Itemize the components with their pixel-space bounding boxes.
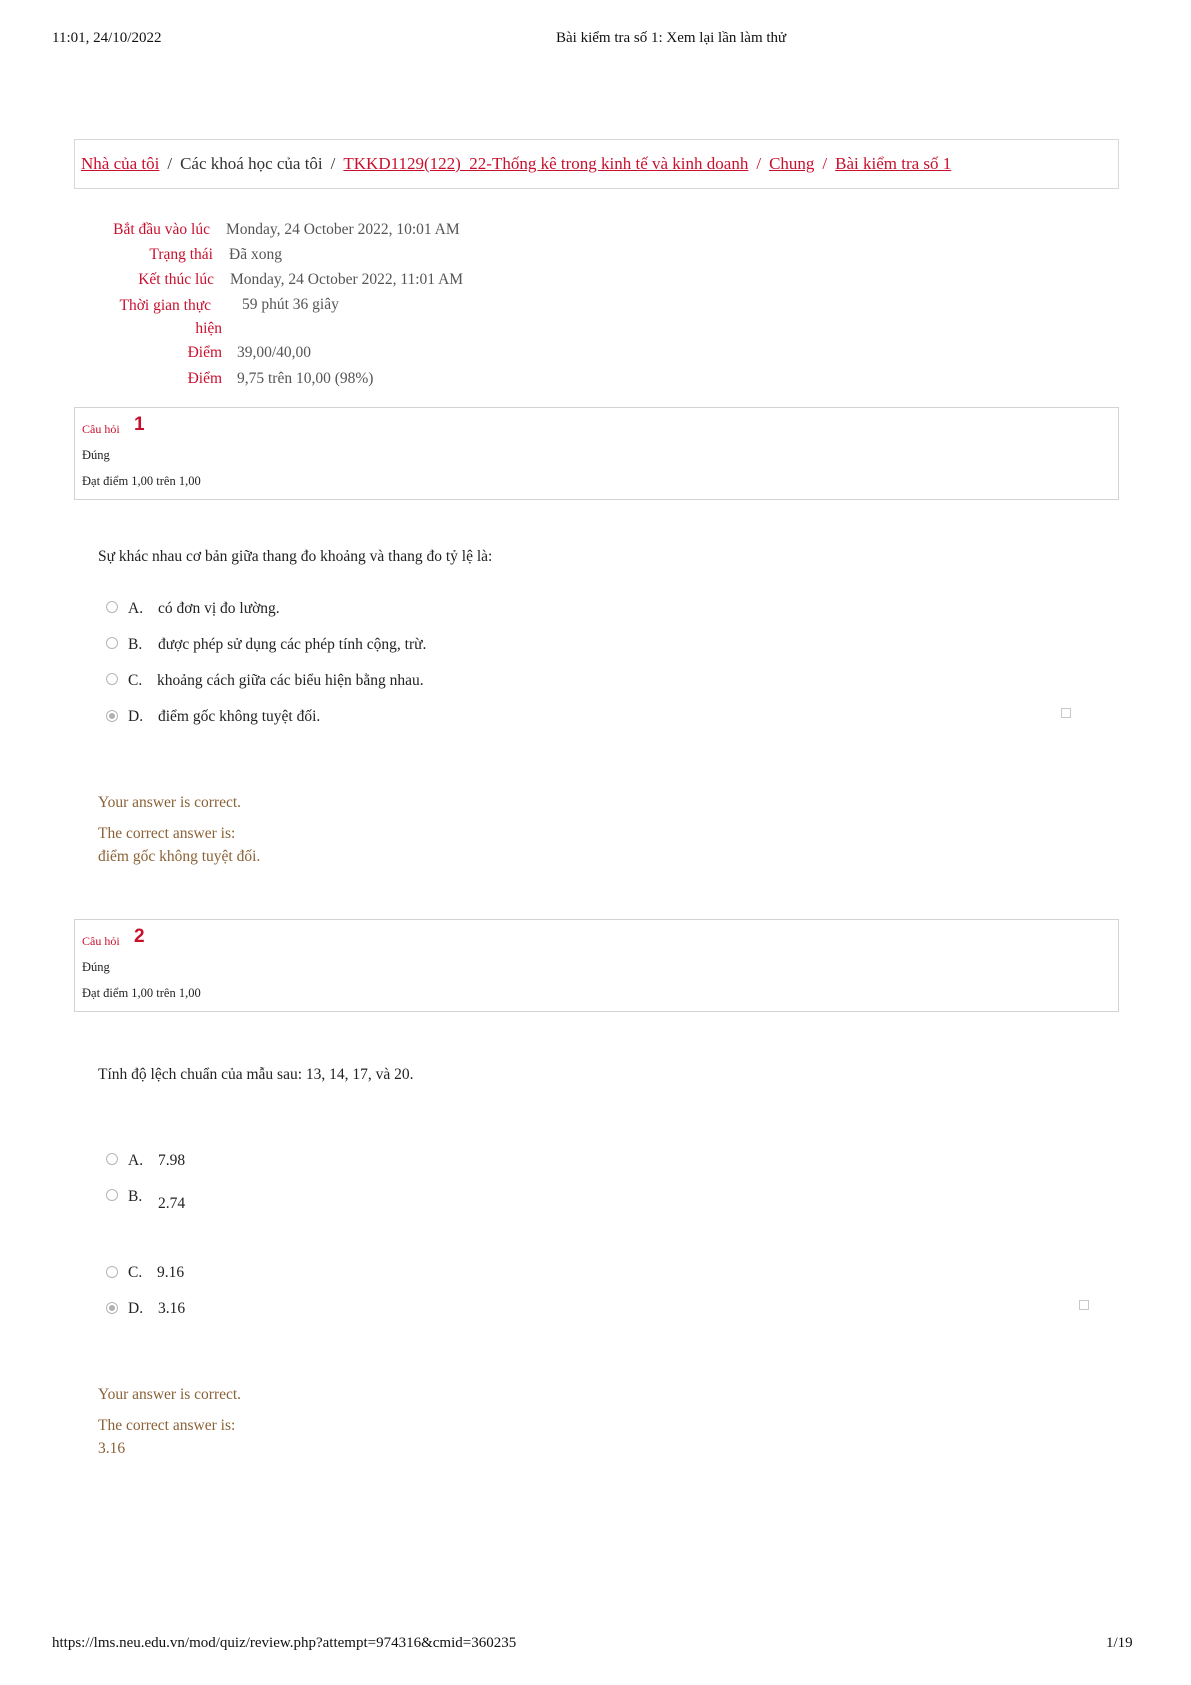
completed-value: Monday, 24 October 2022, 11:01 AM: [230, 271, 464, 288]
option-letter: B.: [128, 636, 143, 653]
option-letter: A.: [128, 1152, 144, 1169]
option-text[interactable]: 2.74: [158, 1195, 186, 1212]
marks-value: 39,00/40,00: [237, 344, 312, 361]
option-text[interactable]: 7.98: [158, 1152, 186, 1169]
option-text[interactable]: điểm gốc không tuyệt đối.: [158, 708, 321, 725]
option-letter: A.: [128, 600, 144, 617]
option-letter: D.: [128, 1300, 144, 1317]
option-radio[interactable]: [106, 1189, 118, 1201]
breadcrumb-separator: /: [330, 154, 336, 173]
option-letter: C.: [128, 1264, 143, 1281]
option-radio[interactable]: [106, 1153, 118, 1165]
option-text[interactable]: được phép sử dụng các phép tính cộng, trừ.: [158, 636, 427, 653]
option-letter: B.: [128, 1188, 143, 1205]
option-radio[interactable]: [106, 601, 118, 613]
question-1-text: Sự khác nhau cơ bản giữa thang đo khoảng và thang đo tỷ lệ là:: [98, 548, 493, 565]
question-grade: Đạt điểm 1,00 trên 1,00: [82, 474, 201, 488]
question-2-feedback: Your answer is correct.: [98, 1386, 242, 1403]
breadcrumb: [74, 139, 1119, 189]
question-2-correct-answer: 3.16: [98, 1440, 126, 1457]
breadcrumb-separator: /: [167, 154, 173, 173]
print-datetime: 11:01, 24/10/2022: [52, 30, 162, 46]
print-url: https://lms.neu.edu.vn/mod/quiz/review.php?attempt=974316&cmid=360235: [52, 1635, 517, 1651]
question-state: Đúng: [82, 960, 110, 974]
print-page-number: 1/19: [1106, 1635, 1133, 1651]
check-icon: [1079, 1300, 1089, 1310]
option-radio-selected[interactable]: [106, 1302, 118, 1314]
check-icon: [1061, 708, 1071, 718]
duration-label-line1: Thời gian thực: [119, 297, 211, 314]
question-2-info: [74, 919, 1119, 1012]
state-value: Đã xong: [229, 246, 282, 263]
option-letter: D.: [128, 708, 144, 725]
breadcrumb-separator: /: [756, 154, 762, 173]
question-label: Câu hỏi: [82, 934, 120, 948]
duration-value: 59 phút 36 giây: [242, 296, 339, 313]
breadcrumb-separator: /: [822, 154, 828, 173]
started-label: Bắt đầu vào lúc: [113, 221, 210, 238]
option-radio[interactable]: [106, 673, 118, 685]
question-number: 2: [134, 926, 145, 947]
state-label: Trạng thái: [149, 246, 213, 263]
question-1-feedback: Your answer is correct.: [98, 794, 242, 811]
marks-label: Điểm: [187, 344, 222, 361]
breadcrumb-quiz-link[interactable]: Bài kiểm tra số 1: [835, 154, 952, 173]
option-radio[interactable]: [106, 637, 118, 649]
question-state: Đúng: [82, 448, 110, 462]
option-text[interactable]: khoảng cách giữa các biểu hiện bằng nhau.: [157, 672, 424, 689]
question-grade: Đạt điểm 1,00 trên 1,00: [82, 986, 201, 1000]
option-radio[interactable]: [106, 1266, 118, 1278]
question-label: Câu hỏi: [82, 422, 120, 436]
option-text[interactable]: 9.16: [157, 1264, 185, 1281]
question-1-info: [74, 407, 1119, 500]
question-2-text: Tính độ lệch chuẩn của mẫu sau: 13, 14, 17, và 20.: [98, 1066, 414, 1083]
print-page-title: Bài kiểm tra số 1: Xem lại lần làm thử: [556, 30, 787, 46]
completed-label: Kết thúc lúc: [138, 271, 214, 288]
duration-label-line2: hiện: [195, 320, 222, 337]
question-1-correct-label: The correct answer is:: [98, 825, 236, 842]
question-2-correct-label: The correct answer is:: [98, 1417, 236, 1434]
option-text[interactable]: có đơn vị đo lường.: [158, 600, 280, 617]
question-1-correct-answer: điểm gốc không tuyệt đối.: [98, 848, 261, 865]
started-value: Monday, 24 October 2022, 10:01 AM: [226, 221, 460, 238]
option-letter: C.: [128, 672, 143, 689]
grade-value: 9,75 trên 10,00 (98%): [237, 370, 374, 387]
breadcrumb-section-link[interactable]: Chung: [769, 154, 815, 173]
breadcrumb-home-link[interactable]: Nhà của tôi: [81, 154, 160, 173]
breadcrumb-my-courses[interactable]: Các khoá học của tôi: [180, 154, 323, 173]
option-text[interactable]: 3.16: [158, 1300, 186, 1317]
question-number: 1: [134, 414, 145, 435]
option-radio-selected[interactable]: [106, 710, 118, 722]
grade-label: Điểm: [187, 370, 222, 387]
breadcrumb-course-link[interactable]: TKKD1129(122)_22-Thống kê trong kinh tế và kinh doanh: [343, 154, 749, 173]
